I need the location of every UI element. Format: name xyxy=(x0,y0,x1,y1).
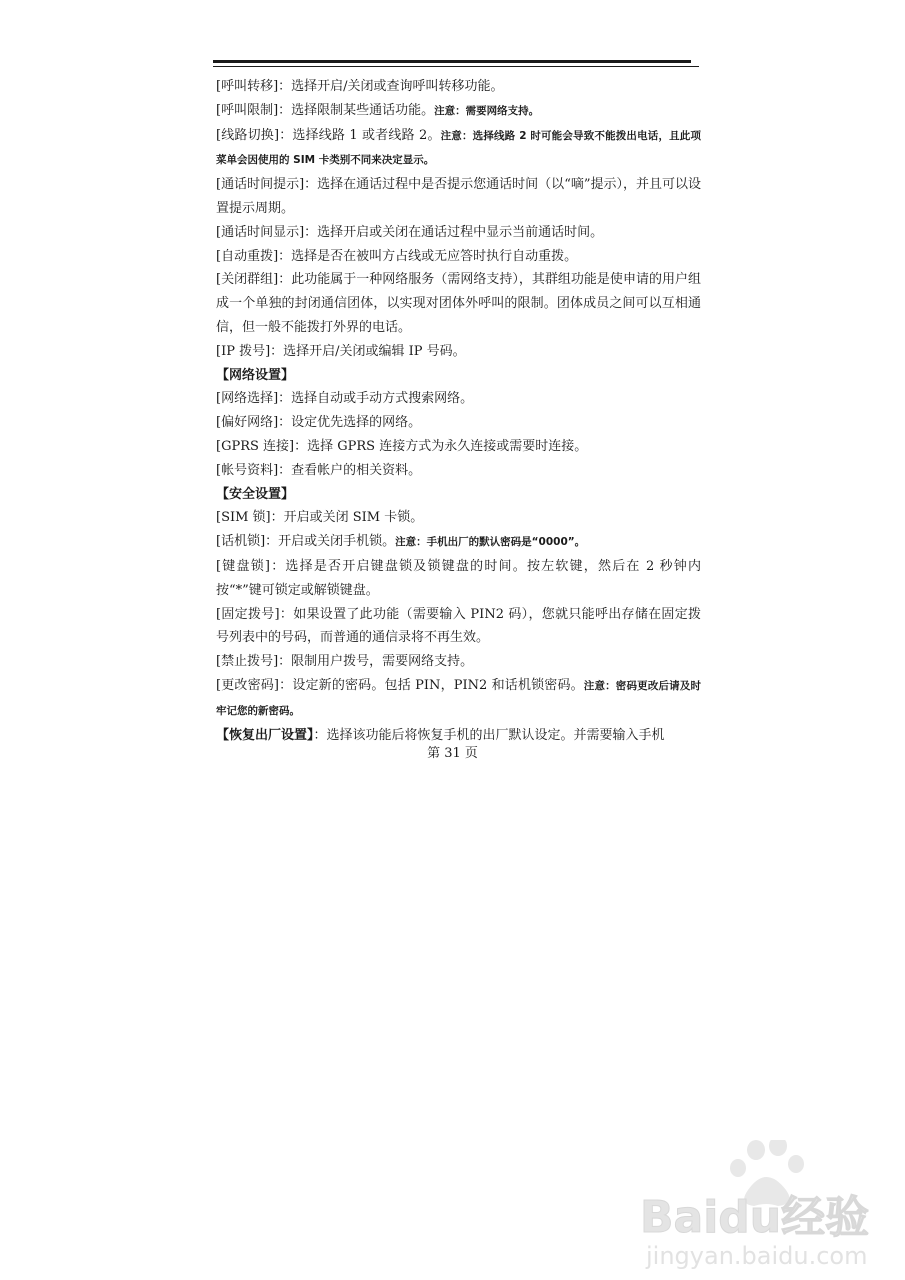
paragraph-keypad-lock: [键盘锁]：选择是否开启键盘锁及锁键盘的时间。按左软键，然后在 2 秒钟内按“*”键可锁定或解锁键盘。 xyxy=(216,558,701,598)
header-rule-thick xyxy=(213,60,691,63)
heading-factory-reset: 【恢复出厂设置】 xyxy=(216,727,314,743)
page-number: 第 31 页 xyxy=(427,746,478,761)
page-content xyxy=(216,75,701,747)
paragraph-closed-user-group: [关闭群组]：此功能属于一种网络服务（需网络支持），其群组功能是使申请的用户组成一个单独的封闭通信团体，以实现对团体外呼叫的限制。团体成员之间可以互相通信，但一般不能拨打外界的电话。 xyxy=(216,272,701,335)
watermark-url: jingyan.baidu.com xyxy=(646,1242,868,1270)
paragraph-call-time-display: [通话时间显示]：选择开启或关闭在通话过程中显示当前通话时间。 xyxy=(216,224,604,240)
heading-security-settings: 【安全设置】 xyxy=(216,486,295,502)
note: 注意：需要网络支持。 xyxy=(434,104,540,117)
note: 注意：选择线路 2 时可能会导致不能拨出电话，且此项菜单会因使用的 SIM 卡类别不同来决定显示。 xyxy=(216,129,701,167)
paragraph-phone-lock: [话机锁]：开启或关闭手机锁。注意：手机出厂的默认密码是“0000”。 xyxy=(216,534,586,550)
paragraph-fixed-dial: [固定拨号]：如果设置了此功能（需要输入 PIN2 码），您就只能呼出存储在固定拨号列表中的号码，而普通的通信录将不再生效。 xyxy=(216,606,701,646)
paragraph-factory-reset: 【恢复出厂设置】：选择该功能后将恢复手机的出厂默认设定。并需要输入手机 xyxy=(216,727,665,743)
paragraph-network-select: [网络选择]：选择自动或手动方式搜索网络。 xyxy=(216,391,474,407)
paragraph-line-switch: [线路切换]：选择线路 1 或者线路 2。注意：选择线路 2 时可能会导致不能拨出电话，且此项菜单会因使用的 SIM 卡类别不同来决定显示。 xyxy=(216,127,701,167)
paragraph-ip-dial: [IP 拨号]：选择开启/关闭或编辑 IP 号码。 xyxy=(216,343,466,359)
paragraph-change-password: [更改密码]：设定新的密码。包括 PIN，PIN2 和话机锁密码。注意：密码更改后请及时牢记您的新密码。 xyxy=(216,677,701,717)
note: 注意：手机出厂的默认密码是“0000”。 xyxy=(395,536,586,549)
paragraph-call-barring: [呼叫限制]：选择限制某些通话功能。注意：需要网络支持。 xyxy=(216,102,540,118)
paragraph-gprs: [GPRS 连接]：选择 GPRS 连接方式为永久连接或需要时连接。 xyxy=(216,438,588,454)
header-rule-thin xyxy=(213,66,699,67)
paragraph-call-time-reminder: [通话时间提示]：选择在通话过程中是否提示您通话时间（以“嘀”提示），并且可以设置提示周期。 xyxy=(216,177,701,216)
heading-network-settings: 【网络设置】 xyxy=(216,367,295,383)
paragraph-account-info: [帐号资料]：查看帐户的相关资料。 xyxy=(216,462,422,478)
paragraph-call-forward: [呼叫转移]：选择开启/关闭或查询呼叫转移功能。 xyxy=(216,79,504,94)
paragraph-preferred-network: [偏好网络]：设定优先选择的网络。 xyxy=(216,415,422,431)
note: 注意：密码更改后请及时牢记您的新密码。 xyxy=(216,679,701,717)
paragraph-auto-redial: [自动重拨]：选择是否在被叫方占线或无应答时执行自动重拨。 xyxy=(216,248,578,264)
baidu-jingyan-watermark xyxy=(636,1140,886,1270)
paragraph-barred-dial: [禁止拨号]：限制用户拨号，需要网络支持。 xyxy=(216,654,474,670)
watermark-brand: Baidu经验 xyxy=(640,1192,870,1243)
paragraph-sim-lock: [SIM 锁]：开启或关闭 SIM 卡锁。 xyxy=(216,510,424,526)
